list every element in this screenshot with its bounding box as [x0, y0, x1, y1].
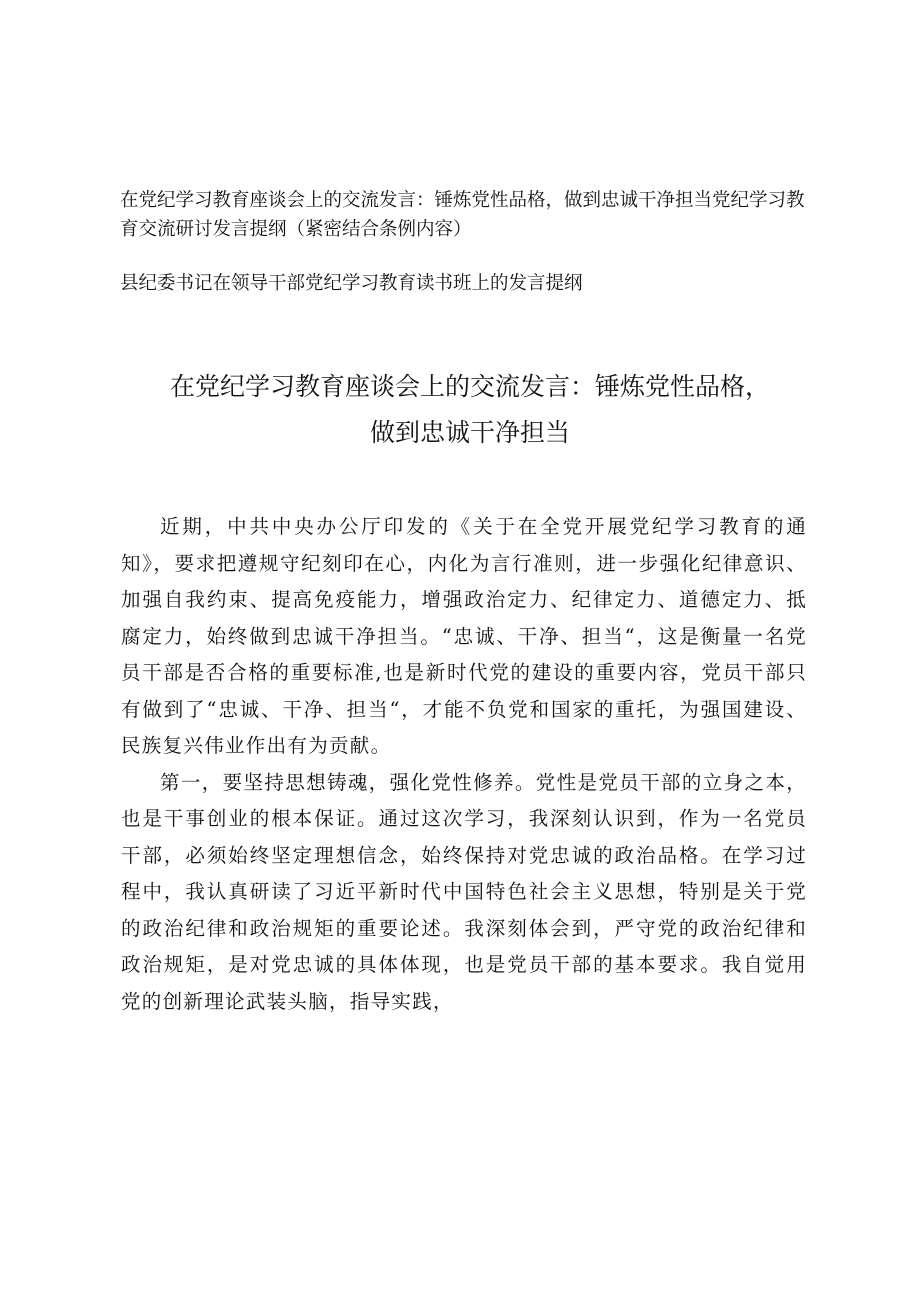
toc-item: 县纪委书记在领导干部党纪学习教育读书班上的发言提纲	[120, 273, 583, 294]
table-of-contents	[120, 186, 820, 298]
article-body	[121, 509, 807, 1020]
article-title-line: 做到忠诚干净担当	[369, 418, 570, 447]
article-title-line: 在党纪学习教育座谈会上的交流发言：锤炼党性品格，	[169, 372, 770, 401]
toc-item: 在党纪学习教育座谈会上的交流发言：锤炼党性品格，做到忠诚干净担当党纪学习教育交流研讨发言提纲（紧密结合条例内容）	[120, 190, 805, 240]
article-title	[120, 364, 820, 456]
body-paragraph: 近期，中共中央办公厅印发的《关于在全党开展党纪学习教育的通知》，要求把遵规守纪刻印在心，内化为言行准则，进一步强化纪律意识、加强自我约束、提高免疫能力，增强政治定力、纪律定力、道德定力、抵腐定力，始终做到忠诚干净担当。“忠诚、干净、担当“，这是衡量一名党员干部是否合格的重要标准,也是新时代党的建设的重要内容，党员干部只有做到了“忠诚、干净、担当“，才能不负党和国家的重托，为强国建设、民族复兴伟业作出有为贡献。	[121, 515, 807, 757]
body-paragraph: 第一，要坚持思想铸魂，强化党性修养。党性是党员干部的立身之本，也是干事创业的根本保证。通过这次学习，我深刻认识到，作为一名党员干部，必须始终坚定理想信念，始终保持对党忠诚的政治品格。在学习过程中，我认真研读了习近平新时代中国特色社会主义思想，特别是关于党的政治纪律和政治规矩的重要论述。我深刻体会到，严守党的政治纪律和政治规矩，是对党忠诚的具体体现，也是党员干部的基本要求。我自觉用党的创新理论武装头脑，指导实践，	[121, 770, 807, 1013]
